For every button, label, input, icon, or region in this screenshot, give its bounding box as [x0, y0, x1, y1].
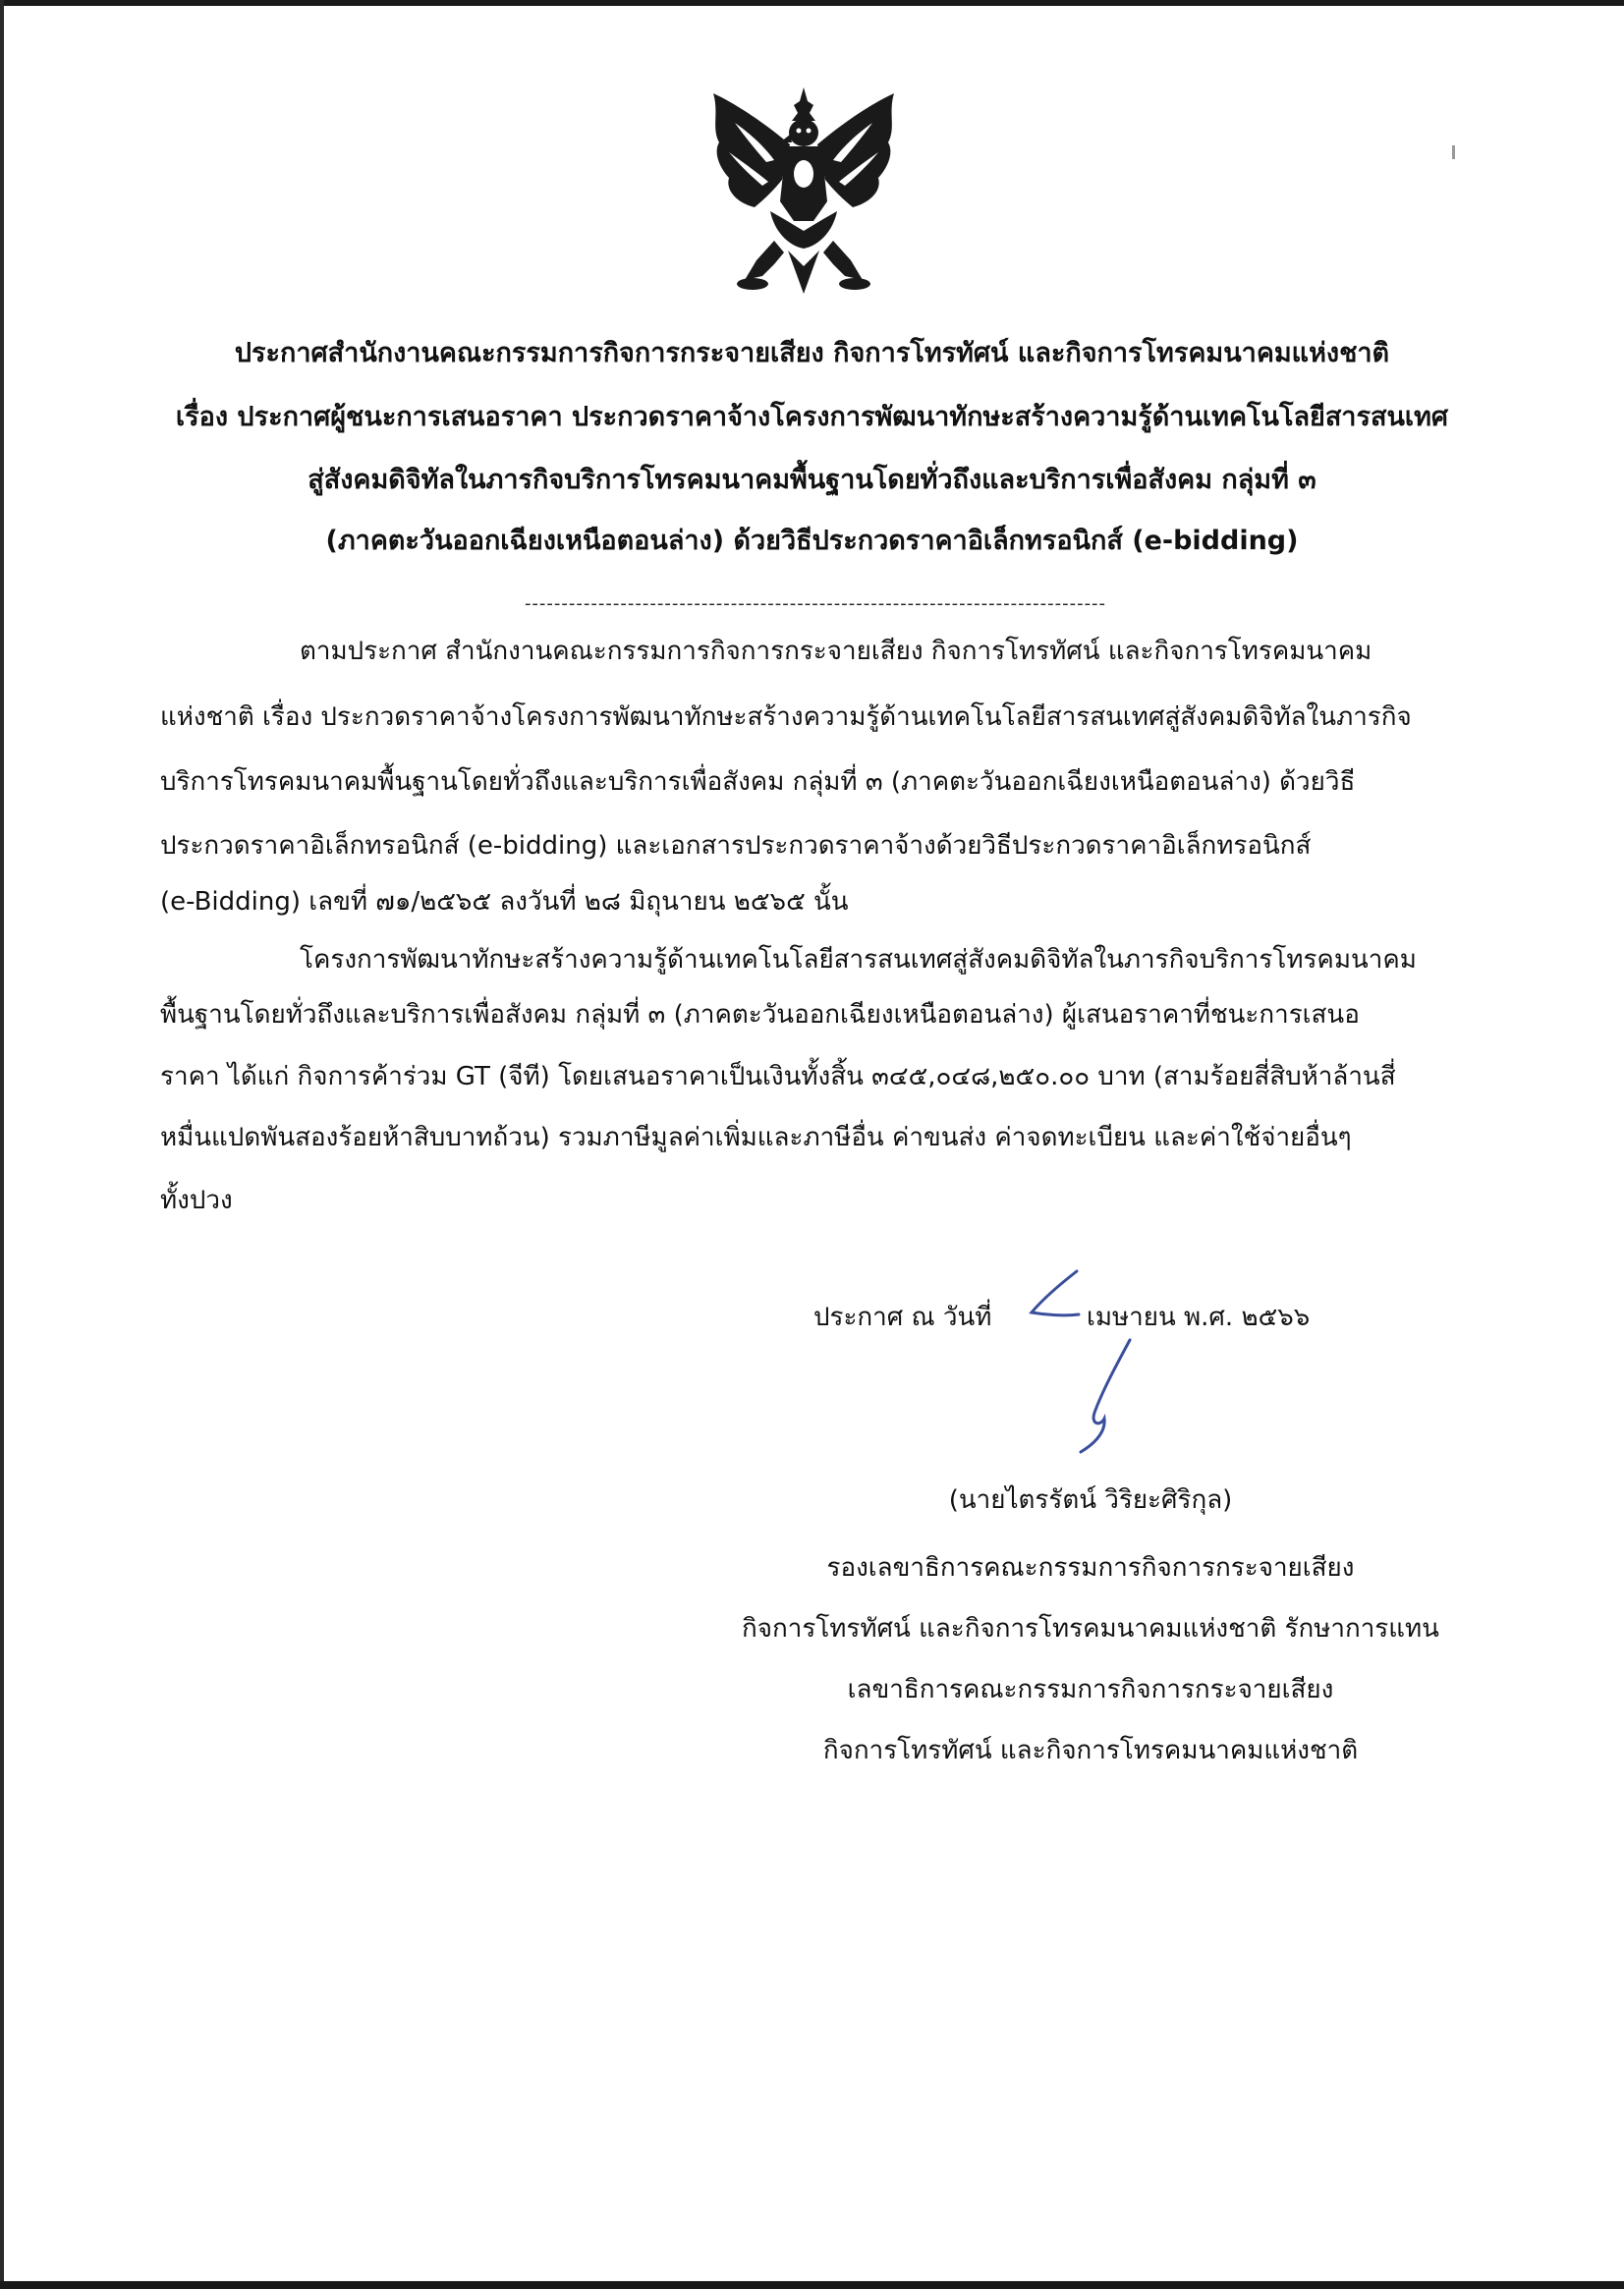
signatory-title: กิจการโทรทัศน์ และกิจการโทรคมนาคมแห่งชาติ: [822, 1736, 1359, 1765]
scan-border: [0, 2281, 1624, 2289]
paragraph-1-line: บริการโทรคมนาคมพื้นฐานโดยทั่วถึงและบริการเพื่อสังคม กลุ่มที่ ๓ (ภาคตะวันออกเฉียงเหนือตอนล่าง) ด้วยวิธี: [160, 767, 1356, 797]
signature-icon: [1022, 1336, 1149, 1464]
signatory-title: เลขาธิการคณะกรรมการกิจการกระจายเสียง: [847, 1675, 1334, 1704]
announcement-subject: เรื่อง ประกาศผู้ชนะการเสนอราคา ประกวดราคาจ้างโครงการพัฒนาทักษะสร้างความรู้ด้านเทคโนโลยีสารสนเทศ: [175, 402, 1449, 432]
handwritten-day-mark: [1020, 1267, 1089, 1326]
date-suffix: เมษายน พ.ศ. ๒๕๖๖: [1086, 1303, 1311, 1332]
garuda-emblem-icon: [705, 84, 902, 305]
announcement-subject-cont: สู่สังคมดิจิทัลในภารกิจบริการโทรคมนาคมพื้นฐานโดยทั่วถึงและบริการเพื่อสังคม กลุ่มที่ ๓: [308, 465, 1316, 495]
paragraph-2-line: หมื่นแปดพันสองร้อยห้าสิบบาทถ้วน) รวมภาษีมูลค่าเพิ่มและภาษีอื่น ค่าขนส่ง ค่าจดทะเบียน และค่าใช้จ่ายอื่นๆ: [160, 1123, 1352, 1152]
announcement-subject-cont: (ภาคตะวันออกเฉียงเหนือตอนล่าง) ด้วยวิธีประกวดราคาอิเล็กทรอนิกส์ (e-bidding): [325, 526, 1299, 556]
scan-border: [0, 0, 1624, 6]
paragraph-1-line: (e-Bidding) เลขที่ ๗๑/๒๕๖๕ ลงวันที่ ๒๘ มิถุนายน ๒๕๖๕ นั้น: [160, 887, 849, 917]
signatory-title: รองเลขาธิการคณะกรรมการกิจการกระจายเสียง: [826, 1553, 1355, 1583]
paragraph-2-line: ทั้งปวง: [160, 1186, 233, 1215]
paragraph-1-line: ประกวดราคาอิเล็กทรอนิกส์ (e-bidding) และเอกสารประกวดราคาจ้างด้วยวิธีประกวดราคาอิเล็กทรอนิกส์: [160, 831, 1312, 861]
announcement-title: ประกาศสำนักงานคณะกรรมการกิจการกระจายเสียง กิจการโทรทัศน์ และกิจการโทรคมนาคมแห่งชาติ: [234, 338, 1390, 368]
paragraph-2-line: พื้นฐานโดยทั่วถึงและบริการเพื่อสังคม กลุ่มที่ ๓ (ภาคตะวันออกเฉียงเหนือตอนล่าง) ผู้เสนอราคาที่ชนะการเสนอ: [160, 1000, 1360, 1030]
paragraph-1-line: ตามประกาศ สำนักงานคณะกรรมการกิจการกระจายเสียง กิจการโทรทัศน์ และกิจการโทรคมนาคม: [300, 637, 1372, 666]
signatory-name: (นายไตรรัตน์ วิริยะศิริกุล): [948, 1485, 1233, 1515]
scan-border: [0, 0, 4, 2289]
divider: -------------------------------------------------------------------------------: [524, 593, 1107, 613]
date-prefix: ประกาศ ณ วันที่: [813, 1303, 992, 1332]
paragraph-2-line: ราคา ได้แก่ กิจการค้าร่วม GT (จีที) โดยเสนอราคาเป็นเงินทั้งสิ้น ๓๔๕,๐๔๘,๒๕๐.๐๐ บาท (สามร้อยสี่สิบห้าล้านสี่: [160, 1062, 1396, 1091]
signatory-title: กิจการโทรทัศน์ และกิจการโทรคมนาคมแห่งชาติ รักษาการแทน: [742, 1614, 1439, 1644]
scan-mark: [1452, 145, 1455, 159]
paragraph-2-line: โครงการพัฒนาทักษะสร้างความรู้ด้านเทคโนโลยีสารสนเทศสู่สังคมดิจิทัลในภารกิจบริการโทรคมนาคม: [300, 945, 1417, 975]
paragraph-1-line: แห่งชาติ เรื่อง ประกวดราคาจ้างโครงการพัฒนาทักษะสร้างความรู้ด้านเทคโนโลยีสารสนเทศสู่สังคมดิจิทัลในภารกิจ: [160, 702, 1412, 732]
